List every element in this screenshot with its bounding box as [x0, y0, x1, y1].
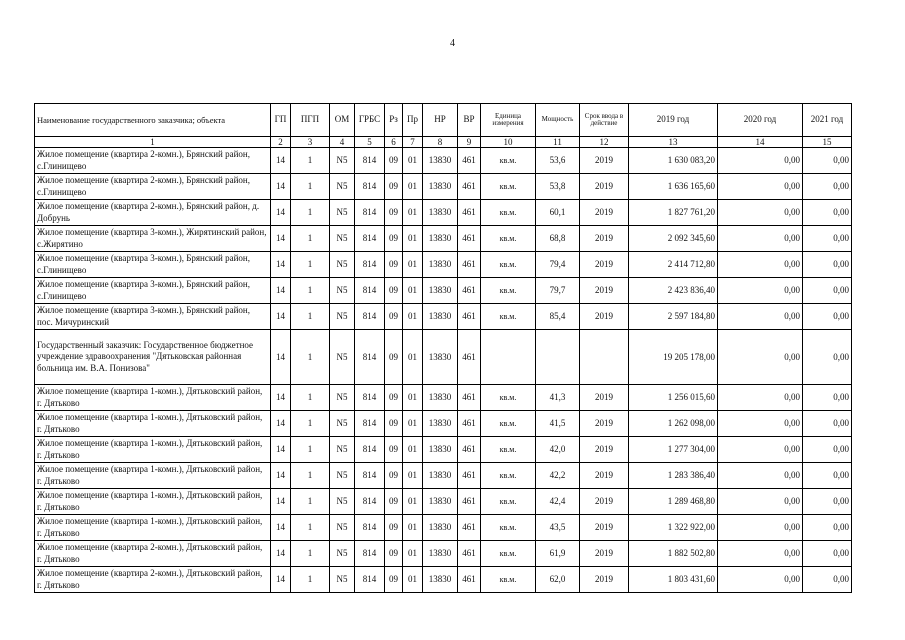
- cell-np: 13830: [423, 278, 458, 304]
- column-index-cell: 2: [271, 137, 291, 148]
- cell-y2021: 0,00: [803, 489, 852, 515]
- cell-unit: кв.м.: [481, 541, 536, 567]
- cell-om: N5: [330, 567, 355, 593]
- cell-name: Жилое помещение (квартира 1-комн.), Дятьковский район, г. Дятьково: [35, 411, 271, 437]
- table-body: [35, 148, 852, 593]
- cell-gp: 14: [271, 411, 291, 437]
- table-row: [35, 567, 852, 593]
- cell-rz: 09: [385, 200, 403, 226]
- cell-y2020: 0,00: [718, 489, 803, 515]
- cell-y2020: 0,00: [718, 200, 803, 226]
- cell-ppgp: 1: [291, 148, 330, 174]
- cell-rz: 09: [385, 437, 403, 463]
- header-np: НР: [423, 104, 458, 137]
- cell-y2021: 0,00: [803, 174, 852, 200]
- cell-om: N5: [330, 489, 355, 515]
- cell-ppgp: 1: [291, 541, 330, 567]
- header-grbs: ГРБС: [355, 104, 385, 137]
- cell-unit: кв.м.: [481, 252, 536, 278]
- cell-vr: 461: [458, 330, 481, 385]
- cell-term: 2019: [580, 174, 629, 200]
- cell-vr: 461: [458, 226, 481, 252]
- cell-term: 2019: [580, 385, 629, 411]
- cell-om: N5: [330, 226, 355, 252]
- header-om: ОМ: [330, 104, 355, 137]
- cell-grbs: 814: [355, 174, 385, 200]
- column-index-cell: 9: [458, 137, 481, 148]
- cell-gp: 14: [271, 567, 291, 593]
- cell-ppgp: 1: [291, 463, 330, 489]
- cell-pr: 01: [403, 437, 423, 463]
- header-2021: 2021 год: [803, 104, 852, 137]
- cell-pr: 01: [403, 278, 423, 304]
- cell-om: N5: [330, 411, 355, 437]
- cell-y2020: 0,00: [718, 330, 803, 385]
- cell-ppgp: 1: [291, 330, 330, 385]
- column-index-cell: 1: [35, 137, 271, 148]
- cell-ppgp: 1: [291, 226, 330, 252]
- cell-rz: 09: [385, 567, 403, 593]
- header-2020: 2020 год: [718, 104, 803, 137]
- cell-y2019: 1 882 502,80: [629, 541, 718, 567]
- cell-rz: 09: [385, 489, 403, 515]
- cell-unit: кв.м.: [481, 148, 536, 174]
- cell-pr: 01: [403, 226, 423, 252]
- cell-om: N5: [330, 174, 355, 200]
- cell-power: 85,4: [536, 304, 580, 330]
- cell-y2021: 0,00: [803, 515, 852, 541]
- cell-power: 79,7: [536, 278, 580, 304]
- column-index-cell: 14: [718, 137, 803, 148]
- cell-gp: 14: [271, 385, 291, 411]
- cell-power: 42,0: [536, 437, 580, 463]
- column-index-cell: 12: [580, 137, 629, 148]
- table-row: [35, 304, 852, 330]
- cell-y2020: 0,00: [718, 174, 803, 200]
- table-row: [35, 437, 852, 463]
- table-row: [35, 200, 852, 226]
- cell-rz: 09: [385, 252, 403, 278]
- cell-rz: 09: [385, 226, 403, 252]
- cell-rz: 09: [385, 463, 403, 489]
- header-term: Срок ввода в действие: [580, 104, 629, 137]
- cell-gp: 14: [271, 304, 291, 330]
- cell-term: 2019: [580, 463, 629, 489]
- cell-name: Государственный заказчик: Государственное бюджетное учреждение здравоохранения "Дятьковская районная больница им. В.А. Понизова": [35, 330, 271, 385]
- cell-name: Жилое помещение (квартира 2-комн.), Брянский район, д. Добрунь: [35, 200, 271, 226]
- cell-power: 79,4: [536, 252, 580, 278]
- cell-term: 2019: [580, 278, 629, 304]
- cell-y2020: 0,00: [718, 567, 803, 593]
- cell-y2020: 0,00: [718, 515, 803, 541]
- header-gp: ГП: [271, 104, 291, 137]
- cell-term: 2019: [580, 567, 629, 593]
- cell-power: 43,5: [536, 515, 580, 541]
- cell-vr: 461: [458, 515, 481, 541]
- cell-y2019: 1 262 098,00: [629, 411, 718, 437]
- header-row: [35, 104, 852, 137]
- cell-pr: 01: [403, 515, 423, 541]
- cell-gp: 14: [271, 226, 291, 252]
- cell-y2021: 0,00: [803, 330, 852, 385]
- cell-term: 2019: [580, 541, 629, 567]
- cell-ppgp: 1: [291, 200, 330, 226]
- cell-om: N5: [330, 541, 355, 567]
- cell-np: 13830: [423, 226, 458, 252]
- column-index-cell: 7: [403, 137, 423, 148]
- cell-pr: 01: [403, 567, 423, 593]
- cell-power: 41,5: [536, 411, 580, 437]
- page-number: 4: [450, 38, 455, 49]
- cell-gp: 14: [271, 330, 291, 385]
- column-index-cell: 13: [629, 137, 718, 148]
- cell-y2020: 0,00: [718, 278, 803, 304]
- cell-power: 53,6: [536, 148, 580, 174]
- cell-pr: 01: [403, 541, 423, 567]
- cell-unit: кв.м.: [481, 567, 536, 593]
- header-unit: Единица измерения: [481, 104, 536, 137]
- cell-pr: 01: [403, 385, 423, 411]
- cell-name: Жилое помещение (квартира 3-комн.), Брянский район, пос. Мичуринский: [35, 304, 271, 330]
- cell-name: Жилое помещение (квартира 1-комн.), Дятьковский район, г. Дятьково: [35, 489, 271, 515]
- cell-grbs: 814: [355, 515, 385, 541]
- cell-om: N5: [330, 304, 355, 330]
- cell-y2019: 2 597 184,80: [629, 304, 718, 330]
- cell-ppgp: 1: [291, 515, 330, 541]
- cell-unit: кв.м.: [481, 174, 536, 200]
- table-row: [35, 252, 852, 278]
- column-index-cell: 10: [481, 137, 536, 148]
- column-index-cell: 8: [423, 137, 458, 148]
- cell-vr: 461: [458, 567, 481, 593]
- cell-y2020: 0,00: [718, 304, 803, 330]
- cell-y2021: 0,00: [803, 148, 852, 174]
- cell-np: 13830: [423, 200, 458, 226]
- cell-ppgp: 1: [291, 567, 330, 593]
- cell-unit: кв.м.: [481, 515, 536, 541]
- cell-gp: 14: [271, 174, 291, 200]
- cell-np: 13830: [423, 541, 458, 567]
- cell-vr: 461: [458, 437, 481, 463]
- cell-rz: 09: [385, 278, 403, 304]
- cell-y2020: 0,00: [718, 226, 803, 252]
- cell-om: N5: [330, 437, 355, 463]
- cell-vr: 461: [458, 304, 481, 330]
- cell-om: N5: [330, 200, 355, 226]
- cell-ppgp: 1: [291, 278, 330, 304]
- cell-np: 13830: [423, 515, 458, 541]
- cell-name: Жилое помещение (квартира 1-комн.), Дятьковский район, г. Дятьково: [35, 515, 271, 541]
- cell-unit: кв.м.: [481, 489, 536, 515]
- cell-y2019: 1 630 083,20: [629, 148, 718, 174]
- cell-om: N5: [330, 515, 355, 541]
- cell-pr: 01: [403, 463, 423, 489]
- cell-grbs: 814: [355, 411, 385, 437]
- cell-grbs: 814: [355, 252, 385, 278]
- cell-grbs: 814: [355, 541, 385, 567]
- cell-pr: 01: [403, 200, 423, 226]
- cell-y2019: 2 423 836,40: [629, 278, 718, 304]
- cell-om: N5: [330, 148, 355, 174]
- cell-name: Жилое помещение (квартира 1-комн.), Дятьковский район, г. Дятьково: [35, 463, 271, 489]
- column-index-cell: 11: [536, 137, 580, 148]
- cell-y2020: 0,00: [718, 148, 803, 174]
- cell-y2020: 0,00: [718, 437, 803, 463]
- cell-vr: 461: [458, 489, 481, 515]
- cell-np: 13830: [423, 304, 458, 330]
- cell-np: 13830: [423, 489, 458, 515]
- cell-term: 2019: [580, 148, 629, 174]
- cell-term: 2019: [580, 304, 629, 330]
- cell-grbs: 814: [355, 148, 385, 174]
- cell-gp: 14: [271, 463, 291, 489]
- cell-pr: 01: [403, 252, 423, 278]
- column-index-cell: 5: [355, 137, 385, 148]
- cell-y2021: 0,00: [803, 437, 852, 463]
- cell-om: N5: [330, 385, 355, 411]
- cell-y2019: 1 256 015,60: [629, 385, 718, 411]
- cell-gp: 14: [271, 541, 291, 567]
- header-power: Мощность: [536, 104, 580, 137]
- cell-power: 42,2: [536, 463, 580, 489]
- cell-y2021: 0,00: [803, 463, 852, 489]
- cell-gp: 14: [271, 437, 291, 463]
- cell-term: 2019: [580, 200, 629, 226]
- cell-gp: 14: [271, 489, 291, 515]
- cell-y2021: 0,00: [803, 385, 852, 411]
- column-index-cell: 4: [330, 137, 355, 148]
- cell-vr: 461: [458, 385, 481, 411]
- cell-y2020: 0,00: [718, 411, 803, 437]
- cell-grbs: 814: [355, 489, 385, 515]
- cell-y2019: 1 277 304,00: [629, 437, 718, 463]
- cell-unit: кв.м.: [481, 385, 536, 411]
- cell-y2020: 0,00: [718, 463, 803, 489]
- cell-name: Жилое помещение (квартира 2-комн.), Брянский район, с.Глинищево: [35, 148, 271, 174]
- cell-pr: 01: [403, 304, 423, 330]
- cell-unit: [481, 330, 536, 385]
- cell-term: 2019: [580, 226, 629, 252]
- header-ppgp: ПГП: [291, 104, 330, 137]
- cell-rz: 09: [385, 148, 403, 174]
- cell-y2019: 2 092 345,60: [629, 226, 718, 252]
- cell-name: Жилое помещение (квартира 2-комн.), Дятьковский район, г. Дятьково: [35, 541, 271, 567]
- cell-unit: кв.м.: [481, 200, 536, 226]
- cell-y2019: 19 205 178,00: [629, 330, 718, 385]
- cell-y2020: 0,00: [718, 252, 803, 278]
- cell-np: 13830: [423, 437, 458, 463]
- cell-pr: 01: [403, 489, 423, 515]
- cell-vr: 461: [458, 252, 481, 278]
- cell-term: 2019: [580, 437, 629, 463]
- cell-gp: 14: [271, 148, 291, 174]
- cell-term: 2019: [580, 411, 629, 437]
- cell-rz: 09: [385, 330, 403, 385]
- cell-unit: кв.м.: [481, 304, 536, 330]
- cell-y2021: 0,00: [803, 278, 852, 304]
- cell-y2021: 0,00: [803, 567, 852, 593]
- cell-power: 41,3: [536, 385, 580, 411]
- cell-grbs: 814: [355, 304, 385, 330]
- cell-np: 13830: [423, 330, 458, 385]
- header-vr: ВР: [458, 104, 481, 137]
- cell-y2021: 0,00: [803, 252, 852, 278]
- cell-term: 2019: [580, 252, 629, 278]
- cell-vr: 461: [458, 278, 481, 304]
- cell-unit: кв.м.: [481, 278, 536, 304]
- table-row: [35, 174, 852, 200]
- cell-term: [580, 330, 629, 385]
- cell-np: 13830: [423, 411, 458, 437]
- table-row: [35, 541, 852, 567]
- cell-y2020: 0,00: [718, 385, 803, 411]
- cell-name: Жилое помещение (квартира 3-комн.), Брянский район, с.Глинищево: [35, 252, 271, 278]
- cell-y2019: 1 636 165,60: [629, 174, 718, 200]
- cell-unit: кв.м.: [481, 437, 536, 463]
- cell-ppgp: 1: [291, 437, 330, 463]
- cell-grbs: 814: [355, 330, 385, 385]
- cell-gp: 14: [271, 278, 291, 304]
- cell-power: [536, 330, 580, 385]
- table-row: [35, 385, 852, 411]
- cell-ppgp: 1: [291, 304, 330, 330]
- cell-y2019: 1 283 386,40: [629, 463, 718, 489]
- cell-name: Жилое помещение (квартира 3-комн.), Жирятинский район, с.Жирятино: [35, 226, 271, 252]
- column-index-row: [35, 137, 852, 148]
- cell-ppgp: 1: [291, 489, 330, 515]
- cell-vr: 461: [458, 200, 481, 226]
- cell-unit: кв.м.: [481, 226, 536, 252]
- cell-np: 13830: [423, 252, 458, 278]
- cell-power: 53,8: [536, 174, 580, 200]
- cell-y2021: 0,00: [803, 304, 852, 330]
- cell-y2021: 0,00: [803, 541, 852, 567]
- header-2019: 2019 год: [629, 104, 718, 137]
- header-pr: Пр: [403, 104, 423, 137]
- cell-unit: кв.м.: [481, 463, 536, 489]
- column-index-cell: 6: [385, 137, 403, 148]
- cell-name: Жилое помещение (квартира 2-комн.), Дятьковский район, г. Дятьково: [35, 567, 271, 593]
- cell-pr: 01: [403, 174, 423, 200]
- table-row: [35, 463, 852, 489]
- table-row: [35, 411, 852, 437]
- cell-ppgp: 1: [291, 385, 330, 411]
- cell-np: 13830: [423, 148, 458, 174]
- cell-power: 61,9: [536, 541, 580, 567]
- cell-name: Жилое помещение (квартира 3-комн.), Брянский район, с.Глинищево: [35, 278, 271, 304]
- cell-ppgp: 1: [291, 411, 330, 437]
- cell-grbs: 814: [355, 567, 385, 593]
- cell-name: Жилое помещение (квартира 1-комн.), Дятьковский район, г. Дятьково: [35, 385, 271, 411]
- cell-power: 60,1: [536, 200, 580, 226]
- cell-vr: 461: [458, 148, 481, 174]
- cell-y2021: 0,00: [803, 226, 852, 252]
- cell-om: N5: [330, 463, 355, 489]
- cell-rz: 09: [385, 411, 403, 437]
- cell-ppgp: 1: [291, 174, 330, 200]
- cell-y2019: 1 289 468,80: [629, 489, 718, 515]
- cell-y2019: 1 827 761,20: [629, 200, 718, 226]
- cell-y2019: 1 322 922,00: [629, 515, 718, 541]
- cell-rz: 09: [385, 385, 403, 411]
- cell-rz: 09: [385, 174, 403, 200]
- cell-vr: 461: [458, 463, 481, 489]
- cell-power: 68,8: [536, 226, 580, 252]
- cell-grbs: 814: [355, 278, 385, 304]
- cell-rz: 09: [385, 541, 403, 567]
- cell-gp: 14: [271, 252, 291, 278]
- header-name: Наименование государственного заказчика; объекта: [35, 104, 271, 137]
- cell-om: N5: [330, 252, 355, 278]
- cell-om: N5: [330, 330, 355, 385]
- table-row: [35, 148, 852, 174]
- cell-power: 42,4: [536, 489, 580, 515]
- cell-y2021: 0,00: [803, 411, 852, 437]
- cell-term: 2019: [580, 515, 629, 541]
- cell-power: 62,0: [536, 567, 580, 593]
- cell-pr: 01: [403, 148, 423, 174]
- cell-grbs: 814: [355, 385, 385, 411]
- cell-gp: 14: [271, 515, 291, 541]
- cell-y2020: 0,00: [718, 541, 803, 567]
- cell-ppgp: 1: [291, 252, 330, 278]
- cell-np: 13830: [423, 385, 458, 411]
- table-row: [35, 330, 852, 385]
- cell-pr: 01: [403, 411, 423, 437]
- cell-vr: 461: [458, 411, 481, 437]
- cell-grbs: 814: [355, 200, 385, 226]
- cell-np: 13830: [423, 174, 458, 200]
- table-row: [35, 226, 852, 252]
- budget-table: [34, 103, 852, 593]
- cell-om: N5: [330, 278, 355, 304]
- header-rz: Рз: [385, 104, 403, 137]
- cell-grbs: 814: [355, 226, 385, 252]
- cell-rz: 09: [385, 515, 403, 541]
- cell-unit: кв.м.: [481, 411, 536, 437]
- cell-np: 13830: [423, 567, 458, 593]
- column-index-cell: 3: [291, 137, 330, 148]
- table-row: [35, 489, 852, 515]
- cell-term: 2019: [580, 489, 629, 515]
- cell-vr: 461: [458, 174, 481, 200]
- cell-np: 13830: [423, 463, 458, 489]
- table-row: [35, 515, 852, 541]
- cell-vr: 461: [458, 541, 481, 567]
- cell-pr: 01: [403, 330, 423, 385]
- table-row: [35, 278, 852, 304]
- cell-grbs: 814: [355, 463, 385, 489]
- cell-grbs: 814: [355, 437, 385, 463]
- cell-y2021: 0,00: [803, 200, 852, 226]
- column-index-cell: 15: [803, 137, 852, 148]
- cell-y2019: 1 803 431,60: [629, 567, 718, 593]
- cell-y2019: 2 414 712,80: [629, 252, 718, 278]
- cell-name: Жилое помещение (квартира 2-комн.), Брянский район, с.Глинищево: [35, 174, 271, 200]
- cell-rz: 09: [385, 304, 403, 330]
- cell-gp: 14: [271, 200, 291, 226]
- cell-name: Жилое помещение (квартира 1-комн.), Дятьковский район, г. Дятьково: [35, 437, 271, 463]
